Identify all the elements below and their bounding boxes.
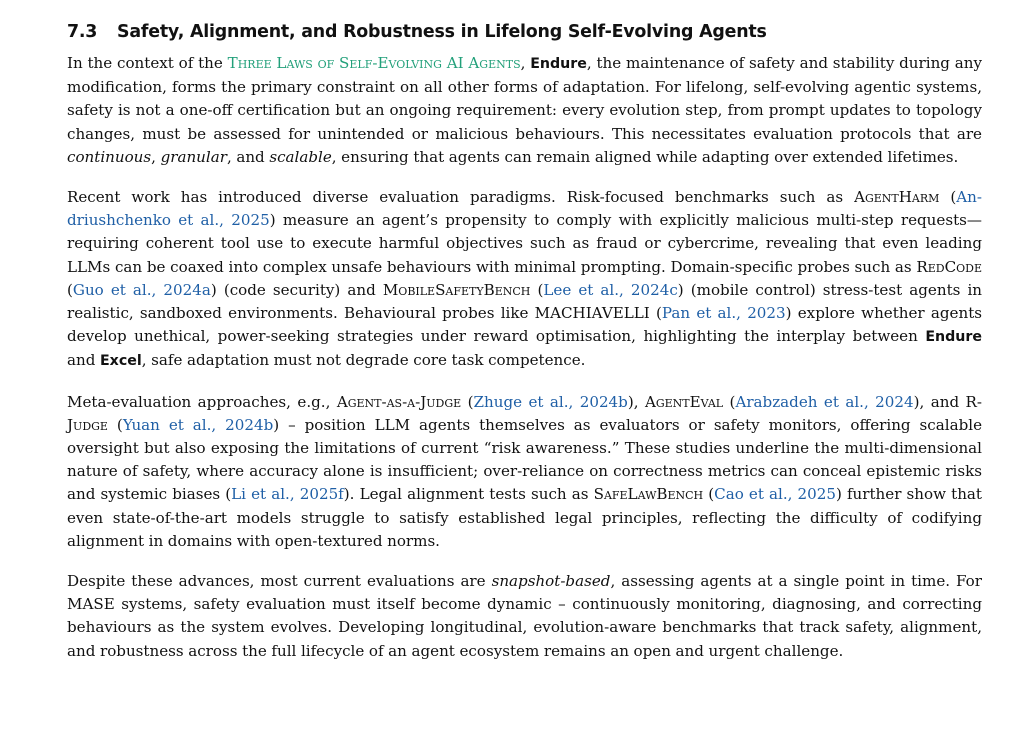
text-run: Recent work has introduced diverse evaluation paradigms. Risk-focused benchmarks such as xyxy=(67,188,855,207)
paragraph-3 xyxy=(67,391,982,553)
benchmark-name: RedCode xyxy=(916,257,982,276)
text-run: , and xyxy=(226,147,270,166)
citation-link[interactable]: Lee et al., 2024c xyxy=(543,280,678,299)
text-run: , safe adaptation must not degrade core task competence. xyxy=(141,351,586,370)
text-run: ) (mobile control) stress-test agents in realistic, sandboxed environments. Behavioural probes like MACHIAVELLI ( xyxy=(67,280,983,323)
endure-term: Endure xyxy=(530,56,587,72)
benchmark-name: AgentHarm xyxy=(854,188,940,207)
benchmark-name: R-Judge xyxy=(67,392,983,434)
benchmark-name: SafeLawBench xyxy=(593,485,704,504)
text-run: ( xyxy=(67,280,73,299)
text-run: ), xyxy=(627,392,645,411)
text-run: Despite these advances, most current evaluations are xyxy=(67,572,492,591)
paragraph-4 xyxy=(67,570,982,663)
benchmark-name: AgentEval xyxy=(644,392,724,411)
text-run: , xyxy=(151,147,161,166)
text-run: , the maintenance of safety and stability during any modification, forms the primary constraint on all other forms of adaptation. For lifelong, self-evolving agentic systems, safety is not a one-off certification but an ongoing requirement: every evolution step, from prompt updates to topology changes, must be assessed for unintended or malicious behaviours. This necessitates evaluation protocols that are xyxy=(67,54,982,143)
text-run: and xyxy=(67,351,100,370)
citation-link[interactable]: Zhuge et al., 2024b xyxy=(473,392,628,411)
text-run: Meta-evaluation approaches, e.g., xyxy=(67,392,337,411)
excel-term: Excel xyxy=(99,353,142,370)
emphasis-snapshot: snapshot-based xyxy=(491,572,611,591)
emphasis-continuous: continuous xyxy=(67,147,152,166)
text-run: ). Legal alignment tests such as xyxy=(343,485,594,504)
endure-term: Endure xyxy=(925,329,982,346)
text-run: ( xyxy=(723,392,736,411)
citation-link[interactable]: Andriushchenko et al., 2025 xyxy=(67,188,982,230)
section-title: Safety, Alignment, and Robustness in Lifelong Self-Evolving Agents xyxy=(117,22,767,42)
text-run: , ensuring that agents can remain aligned while adapting over extended lifetimes. xyxy=(331,147,959,166)
text-run: In the context of the xyxy=(67,54,228,72)
benchmark-name: MobileSafetyBench xyxy=(382,280,531,299)
text-run: ) (code security) and xyxy=(210,280,383,299)
text-run: ( xyxy=(461,392,474,411)
paragraph-1 xyxy=(67,52,982,169)
citation-link[interactable]: Yuan et al., 2024b xyxy=(122,415,274,434)
citation-link[interactable]: Arabzadeh et al., 2024 xyxy=(735,392,914,411)
text-run: ) – position LLM agents themselves as evaluators or safety monitors, offering scalable oversight but also exposing the limitations of current “risk awareness.” These studies underline the multi-dimensional nature of safety, where accuracy alone is insufficient; over-reliance on correctness metrics can conceal epistemic risks and systemic biases ( xyxy=(67,415,982,504)
benchmark-name: Agent-as-a-Judge xyxy=(336,392,462,411)
section-heading xyxy=(67,22,982,42)
section-number: 7.3 xyxy=(67,22,98,42)
citation-link[interactable]: Li et al., 2025f xyxy=(231,485,344,504)
text-run: ), and xyxy=(913,392,966,411)
text-run: ) explore whether agents develop unethical, power-seeking strategies under reward optimisation, highlighting the interplay between xyxy=(67,304,983,346)
text-run: ( xyxy=(530,280,544,299)
text-run: ( xyxy=(939,188,957,207)
text-run: , xyxy=(520,54,531,72)
text-run: ) measure an agent’s propensity to comply with explicitly malicious multi-step requests—requiring coherent tool use to execute harmful objectives such as fraud or cybercrime, revealing that even leading LLMs can be coaxed into complex unsafe behaviours with minimal prompting. Domain-specific probes such as xyxy=(67,211,982,276)
emphasis-granular: granular xyxy=(160,147,227,166)
citation-link[interactable]: Cao et al., 2025 xyxy=(714,485,836,504)
text-run: , assessing agents at a single point in time. For MASE systems, safety evaluation must itself become dynamic – continuously monitoring, diagnosing, and correcting behaviours as the system evolves. Developing longitudinal, evolution-aware benchmarks that track safety, alignment, and robustness across the full lifecycle of an agent ecosystem remains an open and urgent challenge. xyxy=(67,572,982,660)
text-run: ( xyxy=(703,485,715,504)
text-run: ) further show that even state-of-the-art models struggle to satisfy established legal principles, reflecting the difficulty of codifying alignment in domains with open-textured norms. xyxy=(67,485,982,550)
emphasis-scalable: scalable xyxy=(269,147,332,166)
citation-link[interactable]: Pan et al., 2023 xyxy=(661,304,786,323)
three-laws-link[interactable]: Three Laws of Self-Evolving AI Agents xyxy=(227,54,521,72)
citation-link[interactable]: Guo et al., 2024a xyxy=(72,280,211,299)
paragraph-2 xyxy=(67,186,982,374)
text-run: ( xyxy=(107,415,123,434)
